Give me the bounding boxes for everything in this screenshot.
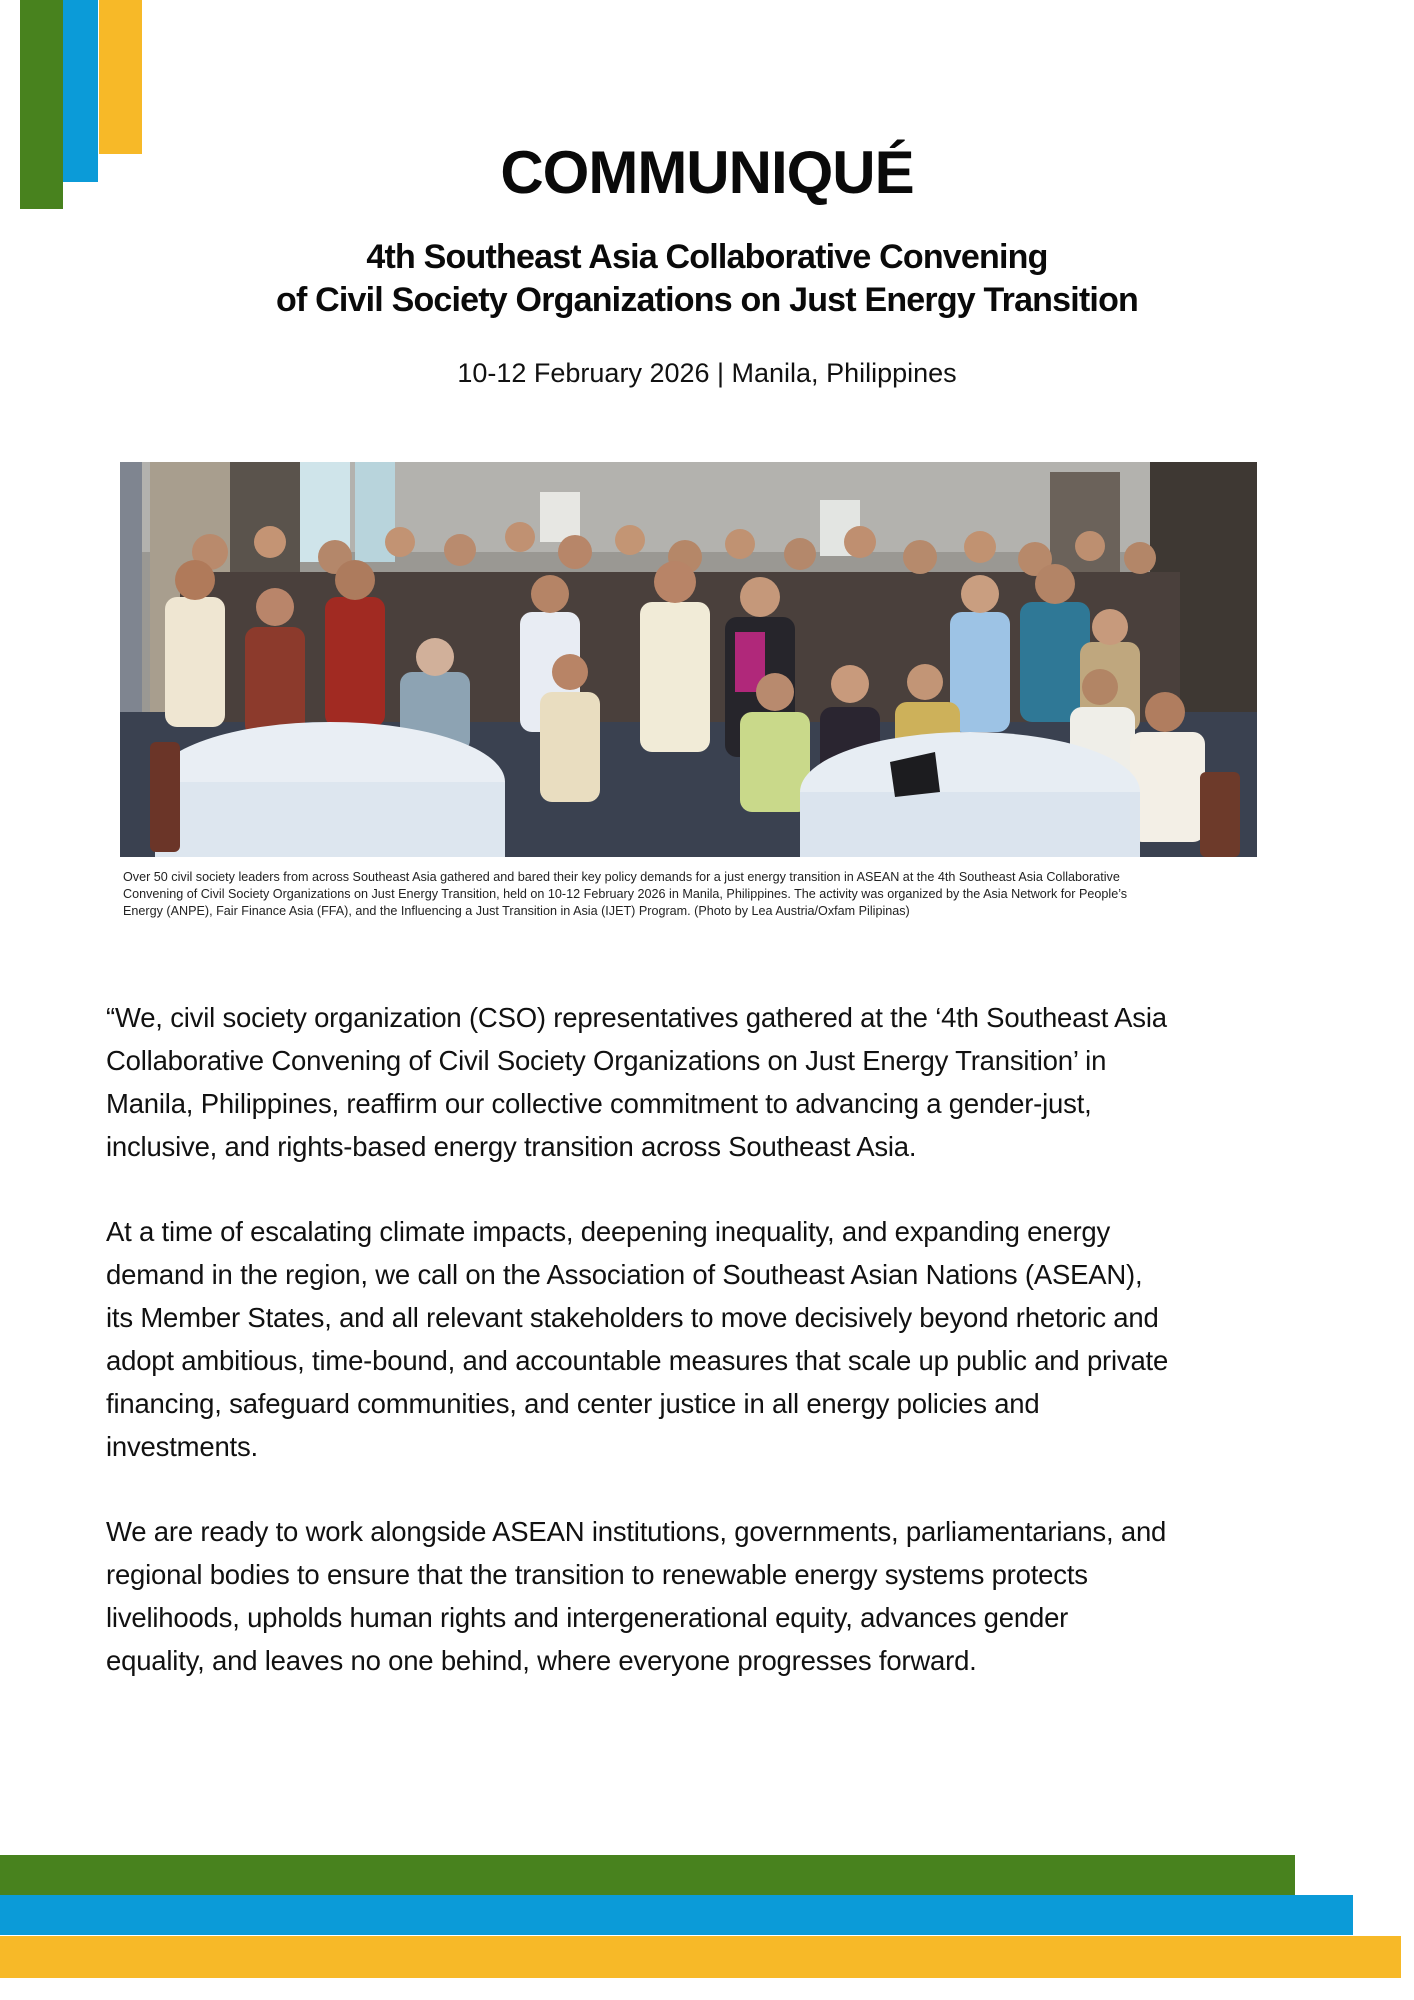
paragraph-line: financing, safeguard communities, and center justice in all energy policies and [106,1388,1040,1419]
paragraph-2 [106,1210,1326,1468]
paragraph-line: its Member States, and all relevant stakeholders to move decisively beyond rhetoric and [106,1302,1159,1333]
paragraph-line: “We, civil society organization (CSO) representatives gathered at the ‘4th Southeast Asia [106,1002,1167,1033]
paragraph-line: regional bodies to ensure that the transition to renewable energy systems protects [106,1559,1088,1590]
group-photo [120,462,1257,857]
page-title: COMMUNIQUÉ [500,139,914,206]
subtitle-line-1: 4th Southeast Asia Collaborative Convening [366,238,1048,276]
caption-line: Convening of Civil Society Organizations on Just Energy Transition, held on 10-12 February 2026 in Manila, Philippines. The activity was organized by the Asia Network for People’s [123,887,1128,901]
paragraph-line: Manila, Philippines, reaffirm our collective commitment to advancing a gender-just, [106,1088,1092,1119]
group-photo-illustration [120,462,1257,857]
paragraph-line: investments. [106,1431,258,1462]
paragraph-line: demand in the region, we call on the Association of Southeast Asian Nations (ASEAN), [106,1259,1143,1290]
event-subtitle [0,236,1414,322]
bottom-bar-blue [0,1895,1353,1935]
subtitle-line-2: of Civil Society Organizations on Just Energy Transition [275,281,1139,319]
caption-line: Over 50 civil society leaders from across Southeast Asia gathered and bared their key policy demands for a just energy transition in ASEAN at the 4th Southeast Asia Collaborative [123,870,1120,884]
paragraph-line: inclusive, and rights-based energy transition across Southeast Asia. [106,1131,917,1162]
bottom-bar-green [0,1855,1295,1897]
bottom-bar-yellow [0,1936,1401,1978]
event-dateline: 10-12 February 2026 | Manila, Philippines [457,358,957,388]
paragraph-line: At a time of escalating climate impacts, deepening inequality, and expanding energy [106,1216,1111,1247]
paragraph-line: We are ready to work alongside ASEAN institutions, governments, parliamentarians, and [106,1516,1167,1547]
paragraph-line: adopt ambitious, time-bound, and accountable measures that scale up public and private [106,1345,1169,1376]
paragraph-1 [106,996,1326,1168]
photo-caption [123,869,1263,920]
paragraph-line: equality, and leaves no one behind, where everyone progresses forward. [106,1645,977,1676]
paragraph-line: livelihoods, upholds human rights and intergenerational equity, advances gender [106,1602,1069,1633]
paragraph-3 [106,1510,1326,1682]
paragraph-line: Collaborative Convening of Civil Society Organizations on Just Energy Transition’ in [106,1045,1107,1076]
caption-line: Energy (ANPE), Fair Finance Asia (FFA), and the Influencing a Just Transition in Asia (IJET) Program. (Photo by Lea Austria/Oxfam Pilipinas) [123,904,910,918]
corner-bar-yellow [99,0,142,154]
